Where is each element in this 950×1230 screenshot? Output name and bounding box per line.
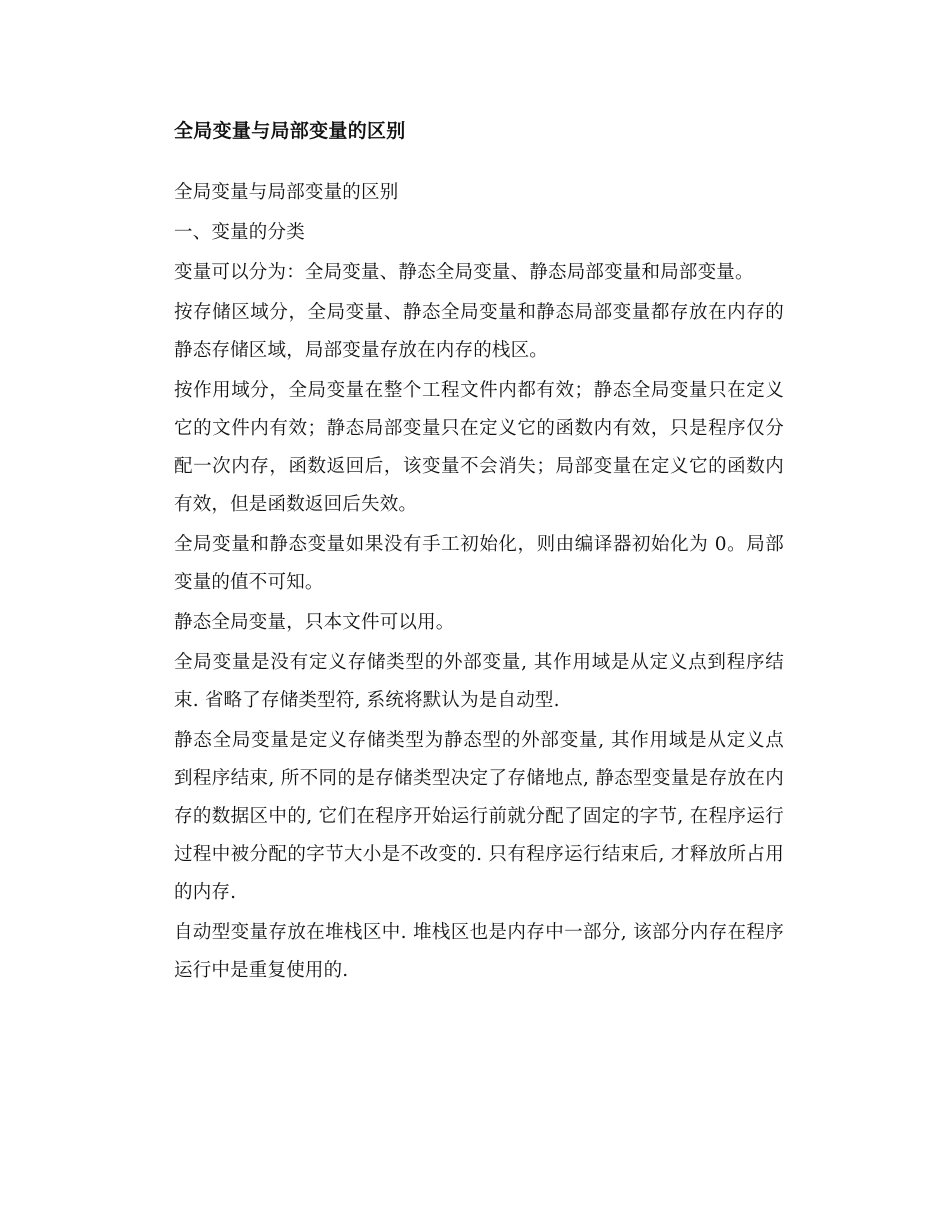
paragraph: 全局变量是没有定义存储类型的外部变量, 其作用域是从定义点到程序结束. 省略了存储类型符, 系统将默认为是自动型. — [174, 652, 784, 711]
paragraph-section-heading: 一、变量的分类 — [174, 222, 305, 243]
paragraph: 静态全局变量是定义存储类型为静态型的外部变量, 其作用域是从定义点到程序结束, 所不同的是存储类型决定了存储地点, 静态型变量是存放在内存的数据区中的, 它们在程序开始运行前就分配了固定的字节, 在程序运行过程中被分配的字节大小是不改变的. 只有程序运行结束后, 才释放所占用的内存. — [174, 730, 784, 903]
paragraph: 按作用域分，全局变量在整个工程文件内都有效；静态全局变量只在定义它的文件内有效；静态局部变量只在定义它的函数内有效，只是程序仅分配一次内存，函数返回后，该变量不会消失；局部变量在定义它的函数内有效，但是函数返回后失效。 — [174, 380, 784, 515]
document-body — [174, 112, 784, 992]
paragraph-subtitle: 全局变量与局部变量的区别 — [174, 182, 399, 203]
paragraph: 自动型变量存放在堆栈区中. 堆栈区也是内存中一部分, 该部分内存在程序运行中是重复使用的. — [174, 922, 784, 981]
paragraph: 变量可以分为：全局变量、静态全局变量、静态局部变量和局部变量。 — [174, 262, 754, 283]
paragraph: 按存储区域分，全局变量、静态全局变量和静态局部变量都存放在内存的静态存储区域，局部变量存放在内存的栈区。 — [174, 302, 784, 361]
paragraph: 静态全局变量，只本文件可以用。 — [174, 612, 455, 633]
document-title: 全局变量与局部变量的区别 — [174, 120, 406, 142]
paragraph: 全局变量和静态变量如果没有手工初始化，则由编译器初始化为 0。局部变量的值不可知。 — [174, 534, 784, 593]
